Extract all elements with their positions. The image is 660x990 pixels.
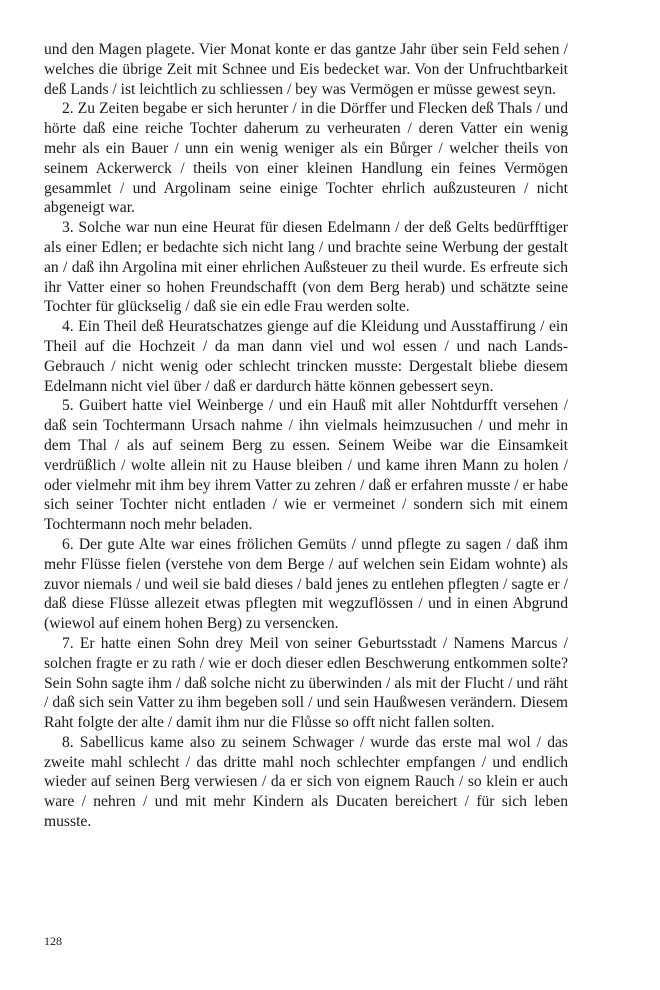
- page-body: [44, 40, 568, 832]
- paragraph-2: 2. Zu Zeiten begabe er sich herunter / in die Dörffer und Flecken deß Thals / und hörte daß eine reiche Tochter daherum zu verheuraten / deren Vatter ein wenig mehr als ein Bauer / unn ein wenig weniger als ein Bůrger / welcher theils von seinem Ackerwerck / theils von einer kleinen Handlung ein feines Vermögen gesammlet / und Argolinam seine einige Tochter ehrlich außzusteuren / nicht abgeneigt war.: [44, 100, 568, 217]
- paragraph-4: 4. Ein Theil deß Heuratschatzes gienge auf die Kleidung und Ausstaffirung / ein Theil auf die Hochzeit / da man dann viel und wol essen / und nach Lands-Gebrauch / nicht wenig oder schlecht trincken musste: Dergestalt bliebe diesem Edelmann nicht viel über / daß er dardurch hätte können gebessert seyn.: [44, 318, 568, 395]
- paragraph-6: 6. Der gute Alte war eines frölichen Gemüts / unnd pflegte zu sagen / daß ihm mehr Flüsse fielen (verstehe von dem Berge / auf welchen sein Eidam wohnte) als zuvor niemals / und weil sie bald dieses / bald jenes zu entlehen pflegten / sagte er / daß diese Flüsse allezeit etwas pflegten mit wegzuflössen / und in einen Abgrund (wiewol auf einem hohen Berg) zu versencken.: [44, 535, 568, 633]
- paragraph-5: 5. Guibert hatte viel Weinberge / und ein Hauß mit aller Nohtdurfft versehen / daß sein Tochtermann Ursach nahme / ihn vielmals heimzusuchen / und mehr in dem Thal / als auf seinem Berg zu essen. Seinem Weibe war die Einsamkeit verdrüßlich / wolte allein nit zu Hause bleiben / und kame ihren Mann zu holen / oder vielmehr mit ihm bey ihrem Vatter zu zehren / daß er erfahren musste / er habe sich seiner Tochter nicht entladen / wie er vermeinet / sondern sich mit einem Tochtermann noch mehr beladen.: [44, 397, 568, 534]
- paragraph-3: 3. Solche war nun eine Heurat für diesen Edelmann / der deß Gelts bedürfftiger als einer Edlen; er bedachte sich nicht lang / und brachte seine Werbung der gestalt an / daß ihn Argolina mit einer ehrlichen Außsteuer zu theil wurde. Es erfreute sich ihr Vatter einer so hohen Freundschafft (von dem Berg herab) und schätzte seine Tochter für glückselig / daß sie ein edle Frau werden solte.: [44, 219, 568, 316]
- paragraph-7: 7. Er hatte einen Sohn drey Meil von seiner Geburtsstadt / Namens Marcus / solchen fragte er zu rath / wie er doch dieser edlen Beschwerung entkommen solte? Sein Sohn sagte ihm / daß solche nicht zu überwinden / als mit der Flucht / und räht / daß sich sein Vatter zu ihm begeben soll / und sein Haußwesen verändern. Diesem Raht folgte der alte / damit ihm nur die Flůsse so offt nicht fallen solten.: [44, 634, 568, 732]
- page-number: 128: [44, 934, 62, 948]
- paragraph-8: 8. Sabellicus kame also zu seinem Schwager / wurde das erste mal wol / das zweite mahl schlecht / das dritte mahl noch schlechter empfangen / und endlich wieder auf seinen Berg verwiesen / da er sich von eignem Rauch / so klein er auch ware / nehren / und mit mehr Kindern als Ducaten bereichert / für sich leben musste.: [44, 733, 568, 831]
- paragraph-continuation: und den Magen plagete. Vier Monat konte er das gantze Jahr über sein Feld sehen / welches die übrige Zeit mit Schnee und Eis bedecket war. Von der Unfruchtbarkeit deß Lands / ist leichtlich zu schliessen / bey was Vermögen er müsse gewest seyn.: [44, 41, 568, 98]
